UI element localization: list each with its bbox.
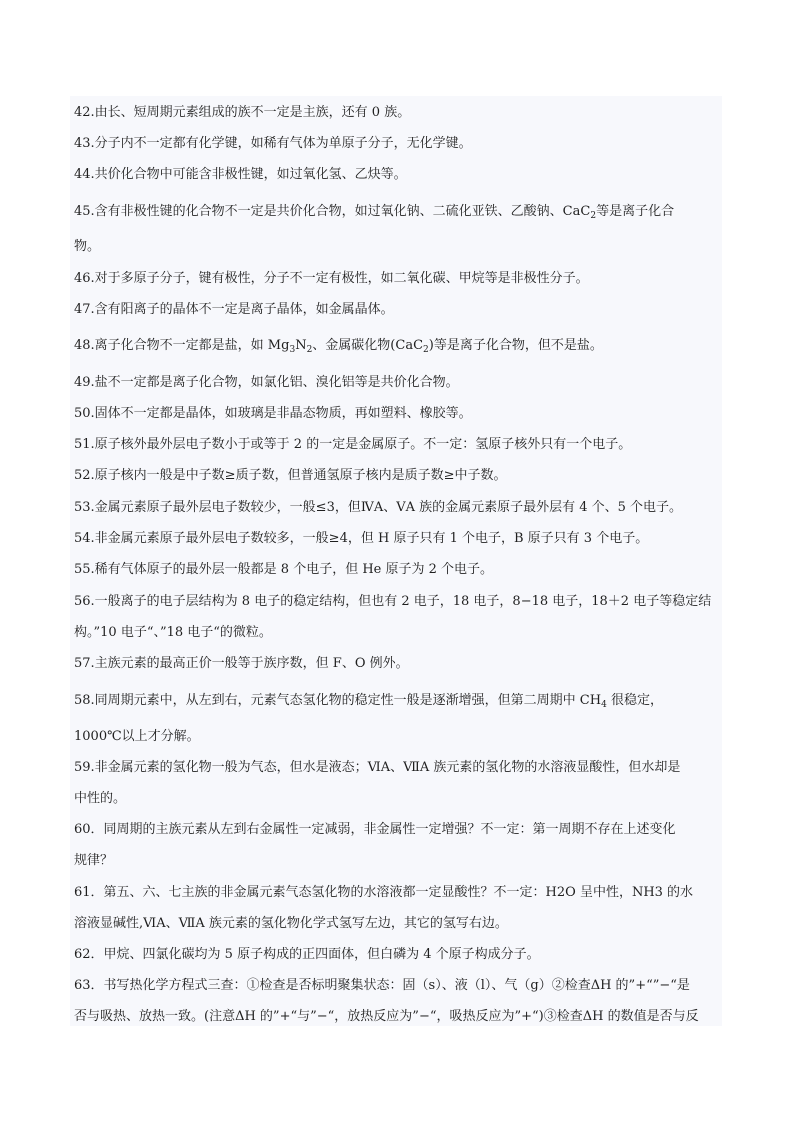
- item-49: 49.盐不一定都是离子化合物，如氯化铝、溴化铝等是共价化合物。: [74, 375, 459, 390]
- item-59-line1: 59.非金属元素的氢化物一般为气态，但水是液态；ⅥA、ⅦA 族元素的氢化物的水溶液显酸性，但水却是: [74, 760, 681, 775]
- item-58-line1: 58.同周期元素中，从左到右，元素气态氢化物的稳定性一般是逐渐增强，但第二周期中 $CH_4$ 很稳定，: [74, 693, 663, 710]
- item-60-line2: 规律？: [74, 853, 114, 868]
- item-46: 46.对于多原子分子，键有极性，分子不一定有极性，如二氧化碳、甲烷等是非极性分子。: [74, 271, 589, 286]
- item-50: 50.固体不一定都是晶体，如玻璃是非晶态物质，再如塑料、橡胶等。: [74, 406, 472, 421]
- item-51: 51.原子核外最外层电子数小于或等于 2 的一定是金属原子。不一定：氢原子核外只有一个电子。: [74, 437, 632, 452]
- item-43: 43.分子内不一定都有化学键，如稀有气体为单原子分子，无化学键。: [74, 136, 472, 151]
- item-59-line2: 中性的。: [74, 791, 127, 806]
- item-57: 57.主族元素的最高正价一般等于族序数，但 F、O 例外。: [74, 656, 409, 671]
- item-48: 48.离子化合物不一定都是盐，如 $Mg_3N_2$、金属碳化物(CaC$_2$)等是离子化合物，但不是盐。: [74, 338, 603, 355]
- item-56-line1: 56.一般离子的电子层结构为 8 电子的稳定结构，但也有 2 电子，18 电子，8−18 电子，18＋2 电子等稳定结: [74, 594, 712, 609]
- item-61-line1: 61．第五、六、七主族的非金属元素气态氢化物的水溶液都一定显酸性？不一定：H2O 呈中性，NH3 的水: [74, 885, 694, 900]
- item-42: 42.由长、短周期元素组成的族不一定是主族，还有 0 族。: [74, 105, 411, 120]
- item-47: 47.含有阳离子的晶体不一定是离子晶体，如金属晶体。: [74, 302, 394, 317]
- item-54: 54.非金属元素原子最外层电子数较多，一般≥4，但 H 原子只有 1 个电子，B 原子只有 3 个电子。: [74, 531, 649, 546]
- item-45-line2: 物。: [74, 239, 101, 254]
- item-52: 52.原子核内一般是中子数≥质子数，但普通氢原子核内是质子数≥中子数。: [74, 468, 507, 483]
- item-63-line2: 否与吸热、放热一致。(注意ΔH 的”+“与”−“，放热反应为”−“，吸热反应为”+“)③检查ΔH 的数值是否与反: [74, 1009, 699, 1024]
- item-58-line2: 1000℃以上才分解。: [74, 729, 200, 744]
- item-45-line1: 45.含有非极性键的化合物不一定是共价化合物，如过氧化钠、二硫化亚铁、乙酸钠、CaC$_2$等是离子化合: [74, 204, 675, 221]
- item-61-line2: 溶液显碱性,ⅥA、ⅦA 族元素的氢化物化学式氢写左边，其它的氢写右边。: [74, 916, 508, 931]
- item-44: 44.共价化合物中可能含非极性键，如过氧化氢、乙炔等。: [74, 167, 407, 182]
- item-60-line1: 60．同周期的主族元素从左到右金属性一定减弱，非金属性一定增强？不一定：第一周期不存在上述变化: [74, 822, 676, 837]
- item-53: 53.金属元素原子最外层电子数较少，一般≤3，但ⅣA、ⅤA 族的金属元素原子最外层有 4 个、5 个电子。: [74, 500, 683, 515]
- item-62: 62．甲烷、四氯化碳均为 5 原子构成的正四面体，但白磷为 4 个原子构成分子。: [74, 947, 540, 962]
- item-55: 55.稀有气体原子的最外层一般都是 8 个电子，但 He 原子为 2 个电子。: [74, 562, 494, 577]
- item-63-line1: 63．书写热化学方程式三查：①检查是否标明聚集状态：固（s）、液（l）、气（g）②检查ΔH 的”+“”−“是: [74, 978, 690, 993]
- item-56-line2: 构。”10 电子“、”18 电子“的微粒。: [74, 625, 272, 640]
